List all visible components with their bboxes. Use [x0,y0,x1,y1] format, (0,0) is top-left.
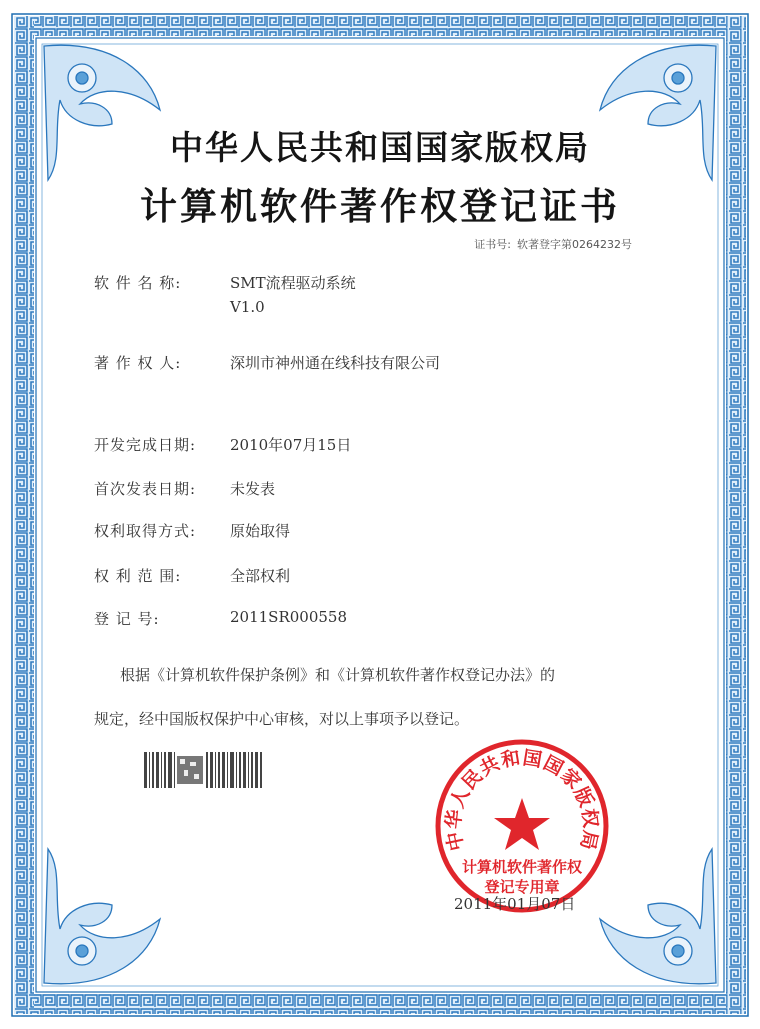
field-value-software-version: V1.0 [230,298,265,316]
issuer-title: 中华人民共和国国家版权局 [170,128,590,167]
barcode-image [144,752,262,788]
issue-date: 2011年01月07日 [454,895,576,913]
field-label-copyright-owner: 著 作 权 人: [94,354,182,372]
field-value-software-name: SMT流程驱动系统 [230,274,356,292]
corner-ornament-bottom-left [44,849,160,984]
field-label-rights-scope: 权 利 范 围: [94,567,182,585]
seal-star-icon [494,798,550,850]
field-label-registration-number: 登 记 号: [94,610,160,628]
statement-line-1: 根据《计算机软件保护条例》和《计算机软件著作权登记办法》的 [120,666,556,684]
seal-inner-line-2: 登记专用章 [484,878,560,896]
official-seal-stamp [434,738,610,914]
certificate-title: 计算机软件著作权登记证书 [140,184,620,228]
field-value-registration-number: 2011SR000558 [230,608,348,626]
field-label-first-publication: 首次发表日期: [94,480,197,498]
certificate-number-value: 软著登字第0264232号 [517,238,632,251]
certificate-number-label: 证书号: [474,238,511,251]
field-value-acquisition-method: 原始取得 [230,522,291,540]
field-label-software-name: 软 件 名 称: [94,274,182,292]
corner-ornament-bottom-right [600,849,716,984]
field-label-completion-date: 开发完成日期: [94,436,197,454]
field-value-completion-date: 2010年07月15日 [230,436,352,454]
field-value-copyright-owner: 深圳市神州通在线科技有限公司 [230,354,441,372]
seal-inner-line-1: 计算机软件著作权 [461,858,583,876]
seal-outer-text: 中华人民共和国国家版权局 [442,746,602,853]
statement-line-2: 规定，经中国版权保护中心审核，对以上事项予以登记。 [94,710,470,728]
certificate-number [468,236,632,252]
field-value-rights-scope: 全部权利 [230,567,291,585]
field-value-first-publication: 未发表 [230,480,276,498]
field-label-acquisition-method: 权利取得方式: [94,522,197,540]
